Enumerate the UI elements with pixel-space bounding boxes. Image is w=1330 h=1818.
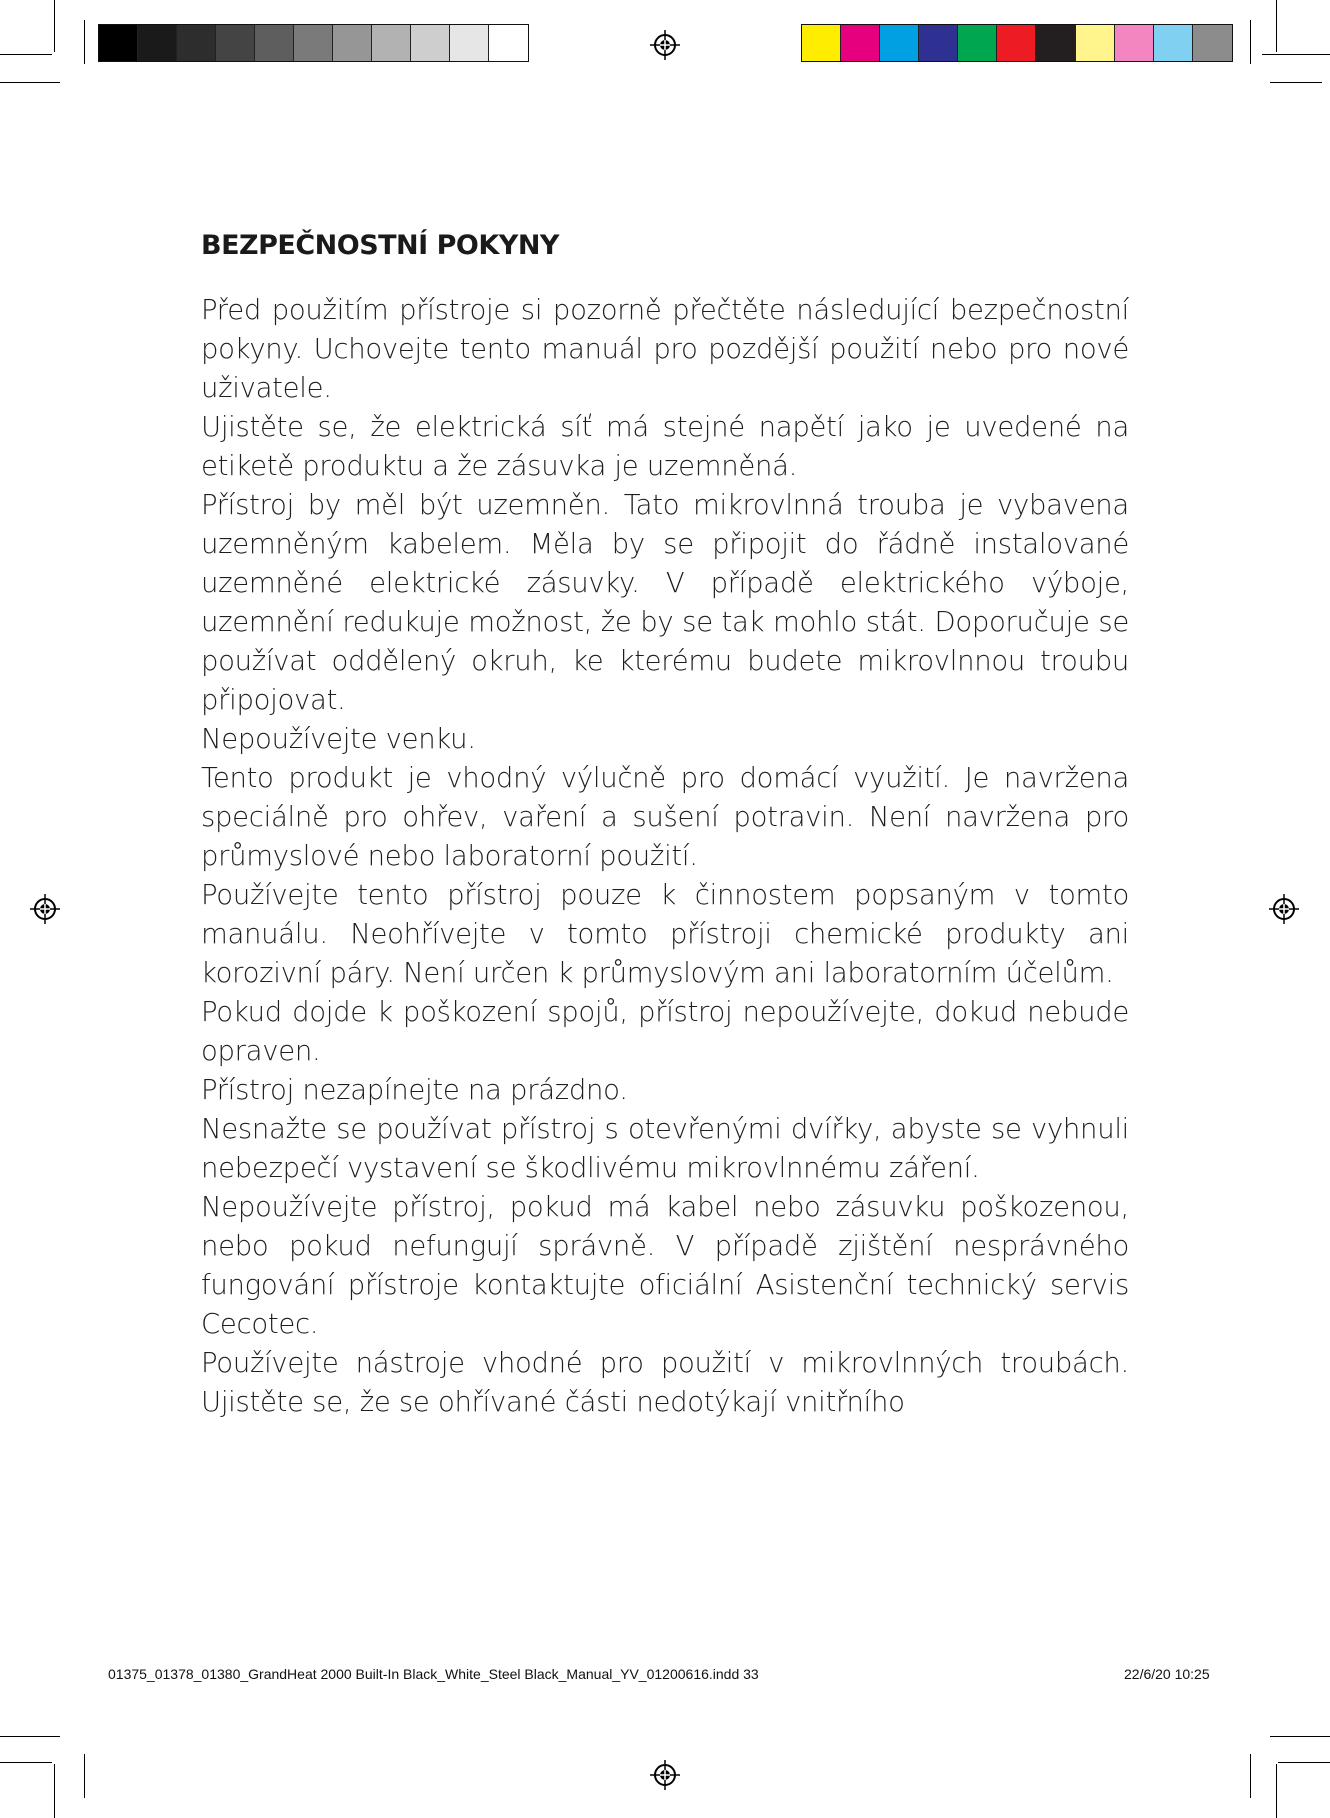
color-swatch	[255, 25, 294, 61]
crop-mark	[1262, 54, 1330, 55]
crop-mark	[1270, 1736, 1330, 1737]
color-swatch	[1154, 25, 1193, 61]
color-swatch	[450, 25, 489, 61]
process-color-bar	[801, 24, 1233, 62]
slug-file-info: 01375_01378_01380_GrandHeat 2000 Built-In Black_White_Steel Black_Manual_YV_01200616.indd 33	[108, 1666, 759, 1682]
paragraph: Ujistěte se, že elektrická síť má stejné napětí jako je uvedené na etiketě produktu a že zásuvka je uzemněná.	[201, 411, 1129, 482]
crop-mark	[1250, 1754, 1251, 1798]
page-content	[201, 230, 1129, 1422]
color-swatch	[138, 25, 177, 61]
crop-mark	[0, 1762, 52, 1763]
crop-mark	[1276, 0, 1277, 52]
paragraph: Používejte nástroje vhodné pro použití v mikrovlnných troubách. Ujistěte se, že se ohřívané části nedotýkají vnitřního	[201, 1347, 1129, 1418]
color-swatch	[372, 25, 411, 61]
color-swatch	[1193, 25, 1232, 61]
crop-mark	[84, 1754, 85, 1798]
crop-mark	[54, 1764, 55, 1818]
crop-mark	[54, 0, 55, 52]
color-swatch	[489, 25, 528, 61]
crop-mark	[0, 1736, 60, 1737]
color-swatch	[997, 25, 1036, 61]
color-swatch	[333, 25, 372, 61]
color-swatch	[919, 25, 958, 61]
color-swatch	[1036, 25, 1075, 61]
registration-mark-icon	[650, 1760, 680, 1790]
paragraph: Pokud dojde k poškození spojů, přístroj nepoužívejte, dokud nebude opraven.	[201, 996, 1129, 1067]
color-swatch	[802, 25, 841, 61]
crop-mark	[1270, 82, 1322, 83]
color-swatch	[880, 25, 919, 61]
crop-mark	[1276, 1764, 1277, 1818]
registration-mark-icon	[1269, 894, 1299, 924]
paragraph: Používejte tento přístroj pouze k činnostem popsaným v tomto manuálu. Neohřívejte v tomto přístroji chemické produkty ani korozivní páry. Není určen k průmyslovým ani laboratorním účelům.	[201, 879, 1129, 989]
paragraph: Nepoužívejte přístroj, pokud má kabel nebo zásuvku poškozenou, nebo pokud nefungují správně. V případě zjištění nesprávného fungování přístroje kontaktujte oficiální Asistenční technický servis Cecotec.	[201, 1191, 1129, 1340]
paragraph: Tento produkt je vhodný výlučně pro domácí využití. Je navržena speciálně pro ohřev, vaření a sušení potravin. Není navržena pro průmyslové nebo laboratorní použití.	[201, 762, 1129, 872]
section-heading: BEZPEČNOSTNÍ POKYNY	[201, 230, 559, 261]
color-swatch	[841, 25, 880, 61]
crop-mark	[84, 20, 85, 64]
paragraph: Přístroj by měl být uzemněn. Tato mikrovlnná trouba je vybavena uzemněným kabelem. Měla by se připojit do řádně instalované uzemněné elektrické zásuvky. V případě elektrického výboje, uzemnění redukuje možnost, že by se tak mohlo stát. Doporučuje se používat oddělený okruh, ke kterému budete mikrovlnnou troubu připojovat.	[201, 489, 1129, 716]
color-swatch	[1115, 25, 1154, 61]
color-swatch	[216, 25, 255, 61]
grayscale-color-bar	[98, 24, 529, 62]
crop-mark	[0, 82, 60, 83]
paragraph: Přístroj nezapínejte na prázdno.	[201, 1074, 628, 1106]
color-swatch	[1076, 25, 1115, 61]
crop-mark	[1278, 1762, 1330, 1763]
color-swatch	[411, 25, 450, 61]
crop-mark	[0, 54, 52, 55]
paragraph: Nepoužívejte venku.	[201, 723, 476, 755]
color-swatch	[177, 25, 216, 61]
color-swatch	[958, 25, 997, 61]
registration-mark-icon	[30, 894, 60, 924]
registration-mark-icon	[650, 30, 680, 60]
crop-mark	[1250, 20, 1251, 64]
slug-date-time: 22/6/20 10:25	[1124, 1666, 1210, 1682]
paragraph: Nesnažte se používat přístroj s otevřenými dvířky, abyste se vyhnuli nebezpečí vystavení se škodlivému mikrovlnnému záření.	[201, 1113, 1129, 1184]
color-swatch	[99, 25, 138, 61]
color-swatch	[294, 25, 333, 61]
paragraph: Před použitím přístroje si pozorně přečtěte následující bezpečnostní pokyny. Uchovejte tento manuál pro pozdější použití nebo pro nové uživatele.	[201, 294, 1129, 404]
